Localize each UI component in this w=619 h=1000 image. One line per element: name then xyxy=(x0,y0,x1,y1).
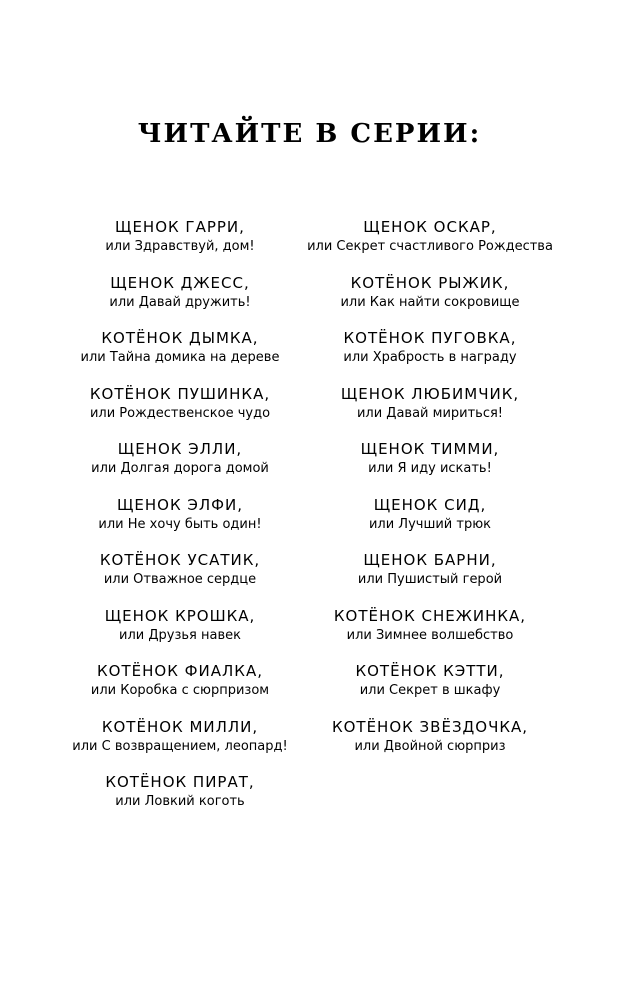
book-subtitle: или Не хочу быть один! xyxy=(98,516,262,532)
book-subtitle: или Как найти сокровище xyxy=(340,294,520,310)
book-subtitle: или Коробка с сюрпризом xyxy=(90,683,270,698)
book-title: КОТЁНОК ЗВЁЗДОЧКА, xyxy=(331,717,529,736)
book-title: ЩЕНОК КРОШКА, xyxy=(104,606,256,625)
page-heading: ЧИТАЙТЕ В СЕРИИ: xyxy=(137,119,482,149)
book-entry xyxy=(60,773,300,829)
book-subtitle: или Тайна домика на дереве xyxy=(80,350,280,365)
book-entry xyxy=(60,440,300,496)
book-title: КОТЁНОК ДЫМКА, xyxy=(101,329,259,347)
book-subtitle: или Секрет в шкафу xyxy=(359,683,501,698)
book-title: КОТЁНОК КЭТТИ, xyxy=(355,662,505,680)
book-title: КОТЁНОК ПИРАТ, xyxy=(105,773,255,791)
book-entry xyxy=(305,662,555,718)
book-title: ЩЕНОК СИД, xyxy=(373,495,487,514)
book-title: КОТЁНОК УСАТИК, xyxy=(99,551,261,569)
book-entry xyxy=(305,218,555,274)
book-entry xyxy=(305,551,555,607)
book-subtitle: или Я иду искать! xyxy=(368,461,492,476)
right-book-list xyxy=(305,218,555,773)
book-title: ЩЕНОК ДЖЕСС, xyxy=(110,273,250,292)
book-entry xyxy=(305,496,555,552)
book-subtitle: или Ловкий коготь xyxy=(115,794,245,809)
book-subtitle: или Отважное сердце xyxy=(103,572,257,587)
book-subtitle: или Друзья навек xyxy=(119,627,241,643)
book-subtitle: или Двойной сюрприз xyxy=(354,738,506,754)
book-subtitle: или Здравствуй, дом! xyxy=(105,239,255,254)
book-title: ЩЕНОК ГАРРИ, xyxy=(115,218,245,236)
book-title: ЩЕНОК ЭЛЛИ, xyxy=(117,440,243,458)
book-entry xyxy=(60,496,300,552)
book-subtitle: или Давай мириться! xyxy=(356,405,504,421)
book-subtitle: или Храбрость в награду xyxy=(343,350,517,365)
book-entry xyxy=(305,607,555,663)
book-entry xyxy=(60,329,300,385)
book-title: ЩЕНОК ЛЮБИМЧИК, xyxy=(340,384,520,403)
left-book-list xyxy=(60,218,300,829)
book-subtitle: или Давай дружить! xyxy=(109,294,251,310)
book-entry xyxy=(60,662,300,718)
book-entry xyxy=(60,385,300,441)
book-entry xyxy=(305,329,555,385)
book-title: КОТЁНОК ФИАЛКА, xyxy=(97,662,263,680)
book-subtitle: или Пушистый герой xyxy=(357,572,503,587)
book-subtitle: или Долгая дорога домой xyxy=(91,461,269,476)
book-entry xyxy=(305,718,555,774)
book-entry xyxy=(60,274,300,330)
book-title: КОТЁНОК ПУГОВКА, xyxy=(343,329,517,347)
book-title: КОТЁНОК ПУШИНКА, xyxy=(89,384,271,403)
book-title: ЩЕНОК ЭЛФИ, xyxy=(116,495,244,514)
book-entry xyxy=(60,218,300,274)
book-subtitle: или Секрет счастливого Рождества xyxy=(307,239,553,254)
book-entry xyxy=(305,440,555,496)
book-entry xyxy=(305,274,555,330)
book-title: КОТЁНОК МИЛЛИ, xyxy=(101,717,259,736)
book-entry xyxy=(60,607,300,663)
book-entry xyxy=(60,551,300,607)
book-entry xyxy=(305,385,555,441)
book-subtitle: или Рождественское чудо xyxy=(89,405,271,421)
book-title: КОТЁНОК СНЕЖИНКА, xyxy=(333,606,527,625)
book-title: ЩЕНОК БАРНИ, xyxy=(363,551,497,569)
book-subtitle: или Зимнее волшебство xyxy=(346,627,514,643)
book-title: ЩЕНОК ОСКАР, xyxy=(363,218,497,236)
book-title: КОТЁНОК РЫЖИК, xyxy=(350,273,510,292)
book-title: ЩЕНОК ТИММИ, xyxy=(360,440,500,458)
book-subtitle: или С возвращением, леопард! xyxy=(72,738,288,754)
book-subtitle: или Лучший трюк xyxy=(368,516,492,532)
book-entry xyxy=(60,718,300,774)
